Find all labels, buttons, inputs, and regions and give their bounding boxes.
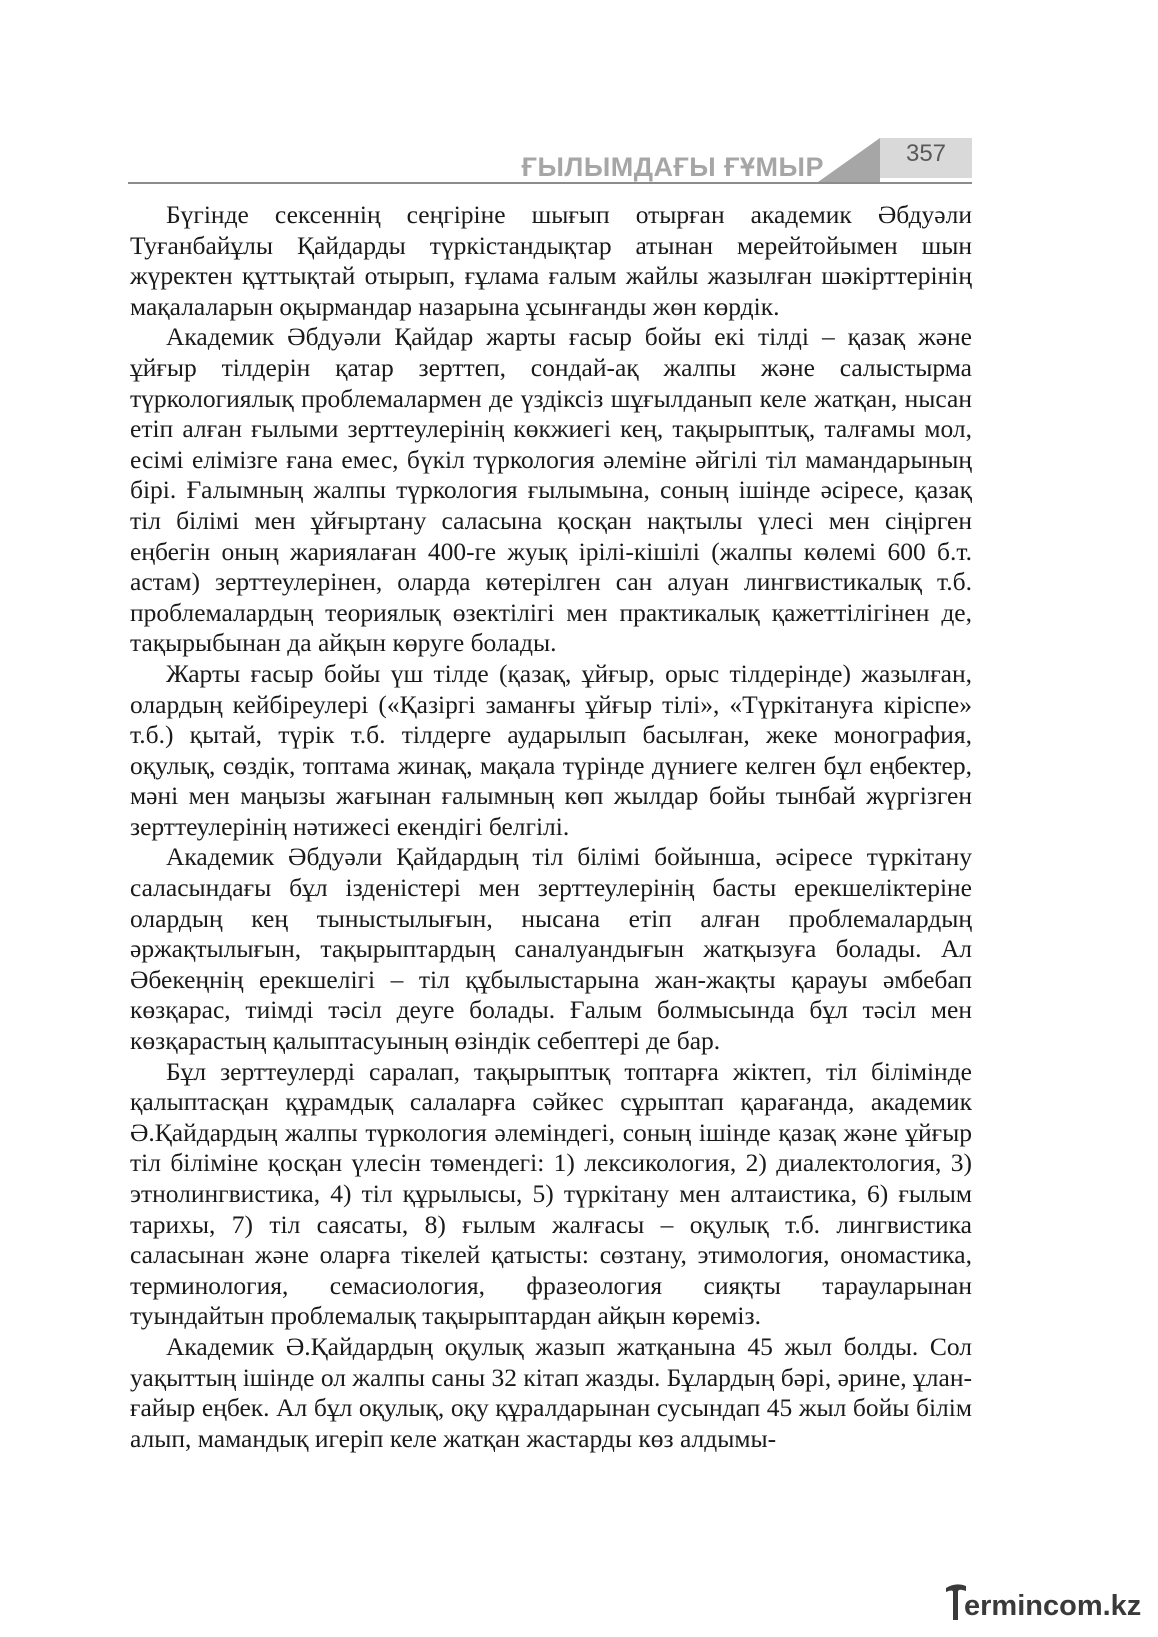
paragraph-2: Академик Әбдуәли Қайдар жарты ғасыр бойы екі тілді – қазақ және ұйғыр тілдерін қатар зерттеп, сондай-ақ жалпы және салыстырма түркологиялық проблемалармен де үздіксіз шұғылданып келе жатқан, нысан етіп алған ғылыми зерттеулерінің көкжиегі кең, тақырыптық, талғамы мол, есімі елімізге ғана емес, бүкіл түркология әлеміне әйгілі тіл мамандарының бірі. Ғалымның жалпы түркология ғылымына, соның ішінде әсіресе, қазақ тіл білімі мен ұйғыртану саласына қосқан нақтылы үлесі мен сіңірген еңбегін оның жариялаған 400-ге жуық ірілі-кішілі (жалпы көлемі 600 б.т. астам) зерттеулерінен, оларда көтерілген сан алуан лингвистикалық т.б. проблемалардың теориялық өзектілігі мен практикалық қажеттілігінен де, тақырыбынан да айқын көруге болады. <box>130 322 972 658</box>
header-triangle-ornament <box>818 138 882 182</box>
body-text <box>130 200 972 1454</box>
paragraph-3: Жарты ғасыр бойы үш тілде (қазақ, ұйғыр, орыс тілдерінде) жазылған, олардың кейбіреулері («Қазіргі заманғы ұйғыр тілі», «Түркітануға кіріспе» т.б.) қытай, түрік т.б. тілдерге аударылып басылған, жеке монография, оқулық, сөздік, топтама жинақ, мақала түрінде дүниеге келген бұл еңбектер, мәні мен маңызы жағынан ғалымның көп жылдар бойы тынбай жүргізген зерттеулерінің нәтижесі екендігі белгілі. <box>130 658 972 841</box>
page-number: 357 <box>905 140 947 167</box>
header-rule <box>128 182 972 184</box>
paragraph-6: Академик Ә.Қайдардың оқулық жазып жатқанына 45 жыл болды. Сол уақыттың ішінде ол жалпы саны 32 кітап жазды. Бұлардың бәрі, әрине, ұлан-ғайыр еңбек. Ал бұл оқулық, оқу құралдарынан сусындап 45 жыл бойы білім алып, мамандық игеріп келе жатқан жастарды көз алдымы- <box>130 1331 972 1453</box>
watermark-text: ermincom.kz <box>964 1590 1142 1622</box>
running-title: ҒЫЛЫМДАҒЫ ҒҰМЫР <box>521 152 824 182</box>
paragraph-1: Бүгінде сексеннің сеңгіріне шығып отырған академик Әбдуәли Туғанбайұлы Қайдарды түркістандықтар атынан мерейтойымен шын жүректен құттықтай отырып, ғұлама ғалым жайлы жазылған шәкірттерінің мақалаларын оқырмандар назарына ұсынғанды жөн көрдік. <box>130 200 972 321</box>
running-header <box>128 138 972 186</box>
paragraph-5: Бұл зерттеулерді саралап, тақырыптық топтарға жіктеп, тіл білімінде қалыптасқан құрамдық салаларға сәйкес сұрыптап қарағанда, академик Ә.Қайдардың жалпы түркология әлеміндегі, соның ішінде қазақ және ұйғыр тіл біліміне қосқан үлесін төмендегі: 1) лексикология, 2) диалектология, 3) этнолингвистика, 4) тіл құрылысы, 5) түркітану мен алтаистика, 6) ғылым тарихы, 7) тіл саясаты, 8) ғылым жалғасы – оқулық т.б. лингвистика саласынан және оларға тікелей қатысты: сөзтану, этимология, ономастика, терминология, семасиология, фразеология сияқты тарауларынан туындайтын проблемалық тақырыптардан айқын көреміз. <box>130 1056 972 1331</box>
paragraph-4: Академик Әбдуәли Қайдардың тіл білімі бойынша, әсіресе түркітану саласындағы бұл ізденістері мен зерттеулерінің басты ерекшеліктеріне олардың кең тыныстылығын, нысана етіп алған проблемалардың әржақтылығын, тақырыптардың саналуандығын жатқызуға болады. Ал Әбекеңнің ерекшелігі – тіл құбылыстарына жан-жақты қарауы әмбебап көзқарас, тиімді тәсіл деуге болады. Ғалым болмысында бұл тәсіл мен көзқарастың қалыптасуының өзіндік себептері де бар. <box>130 842 972 1056</box>
